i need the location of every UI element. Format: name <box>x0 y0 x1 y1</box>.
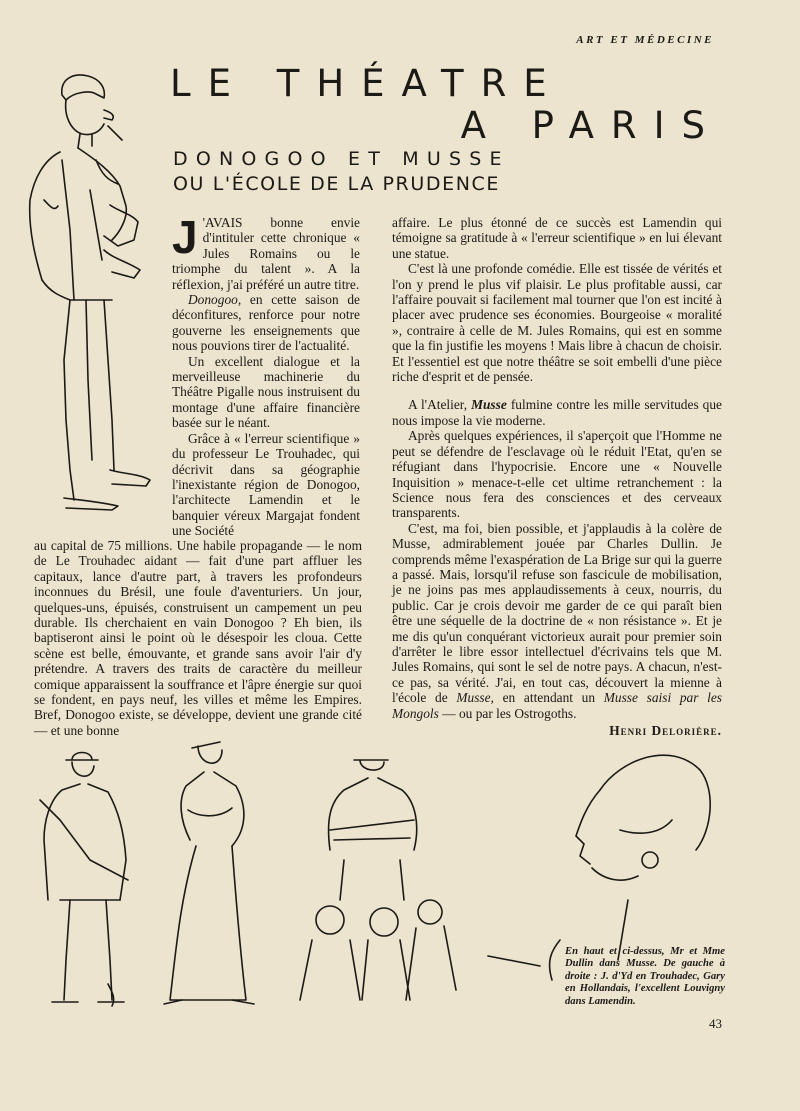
paragraph: Un excellent dialogue et la merveilleuse machinerie du Théâtre Pigalle nous instruisent du montage d'une affaire financière basée sur le néant. <box>172 353 360 431</box>
subtitle-line-1: DONOGOO ET MUSSE <box>173 148 510 170</box>
paragraph: Donogoo, en cette saison de déconfitures, renforce pour notre gouverne les enseignements que nous pouvions tirer de l'actualité. <box>172 292 360 354</box>
paragraph: C'est, ma foi, bien possible, et j'applaudis à la colère de Musse, admirablement jouée par Charles Dullin. Je comprends même l'exaspération de La Brige sur qui la guerre a passé. Mais, lorsqu'il refuse son fascicule de mobilisation, je ne joins pas mes applaudissements à ceux, nourris, du public. Car je crois devoir me garder de ce qui paraît bien être une séquelle de la doctrine de « non résistance ». Et je me dis qu'un conquérant victorieux aurait pour premier soin d'arrêter le libre essor intellectuel d'écrivains tels que M. Jules Romains, qui sont le sel de notre pays. A chacun, n'est-ce pas, sa vérité. J'ai, en tout cas, découvert la mienne à l'école de Musse, en attendant un Musse saisi par les Mongols — ou par les Ostrogoths. <box>392 520 722 721</box>
title-line-2: A PARIS <box>460 104 722 147</box>
subtitle-line-2: OU L'ÉCOLE DE LA PRUDENCE <box>173 173 500 195</box>
page-number: 43 <box>709 1016 722 1031</box>
paragraph: affaire. Le plus étonné de ce succès est Lamendin qui témoigne sa gratitude à « l'erreur scientifique » en lui élevant une statue. <box>392 215 722 261</box>
paragraph: Après quelques expériences, il s'aperçoit que l'Homme ne peut se défendre de l'esclavage où le réduit l'Etat, qu'en se réfugiant dans l'hypocrisie. Encore une « Nouvelle Inquisition » menace-t-elle cet ultime retranchement : la Science nous fera des consciences et des cerveaux transparents. <box>392 428 722 521</box>
paragraph: 'AVAIS bonne envie d'intituler cette chronique « Jules Romains ou le triomphe du talent ». A la réflexion, j'ai préféré un autre titre. <box>172 215 360 292</box>
section-label: ART ET MÉDECINE <box>576 34 714 46</box>
drop-cap: J <box>172 211 198 263</box>
paragraph: A l'Atelier, Musse fulmine contre les mille servitudes que nous impose la vie moderne. <box>392 397 723 428</box>
title-line-1: LE THÉATRE <box>170 62 564 105</box>
author-signature: Henri Delorière. <box>609 723 722 738</box>
illustration-caption: En haut et ci-dessus, Mr et Mme Dullin dans Musse. De gauche à droite : J. d'Yd en Trouhadec, Gary en Hollandais, l'excellent Louvigny dans Lamendin. <box>565 946 725 1007</box>
paragraph: au capital de 75 millions. Une habile propagande — le nom de Le Trouhadec aidant — fait d'une part affluer les capitaux, lance d'autre part, à travers les profondeurs inconnues du Brésil, une foule d'aventuriers. Un jour, quelques-uns, épuisés, construisent un campement un peu durable. Ils cherchaient en vain Donogoo ? Eh bien, ils baptiseront ainsi le point où le désespoir les cloua. Cette scène est belle, émouvante, et grande sans avoir l'air d'y prétendre. A travers des traits de caractère du meilleur comique apparaissent la souffrance et l'âpre énergie sur quoi se fondent, en pays neuf, les villes et même les Empires. Bref, Donogoo existe, se développe, devient une grande cité — et une bonne <box>34 538 362 738</box>
paragraph: Grâce à « l'erreur scientifique » du professeur Le Trouhadec, qui décrivit dans sa géographie l'inexistante région de Donogoo, l'architecte Lamendin et le banquier véreux Margajat fondent une Société <box>172 430 360 539</box>
paragraph: C'est là une profonde comédie. Elle est tissée de vérités et l'on y prend le plus vif plaisir. Le plus profitable aussi, car l'affaire pouvait si facilement mal tourner que l'on est incité à placer avec prudence ses économies. Bourgeoise « moralité », contraire à celle de M. Jules Romains, qui est en somme que la fin justifie les moyens ! Mais libre à chacun de choisir. Et l'essentiel est que notre théâtre se soit embelli d'une pièce riche d'esprit et de pensée. <box>392 261 722 385</box>
